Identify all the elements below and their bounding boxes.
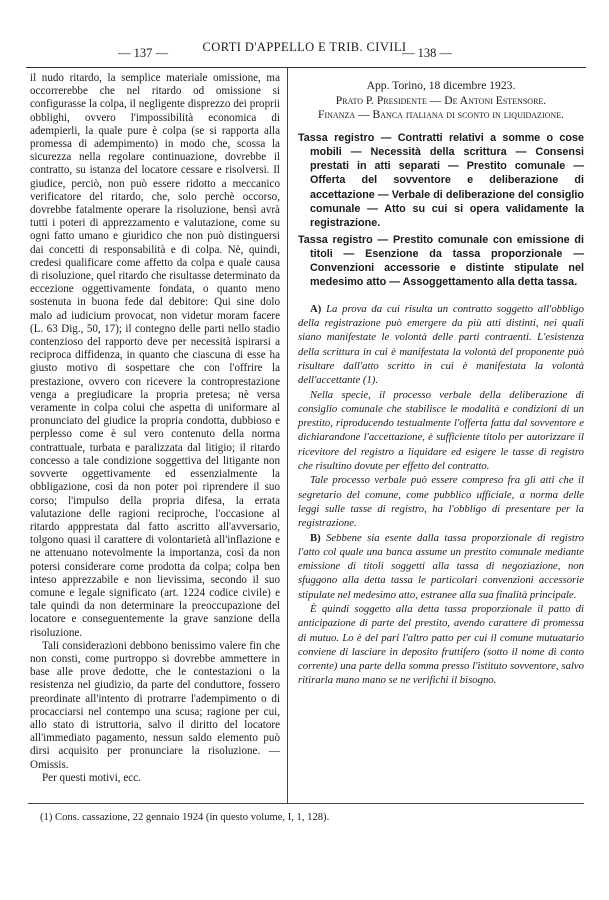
maxim-a-paragraph-2: Nella specie, il processo verbale della deliberazione di consiglio comunale che stabilisce le modalità e condizioni di un prestito, riproducendo testualmente l'offerta fatta dal sovventore e dichiarandone l'accettazione, è sufficiente titolo per autorizzare il ricevitore del registro a liquidare ed esigere le tasse di registro che risultino dovute per effetto del contratto. <box>298 388 584 473</box>
footnote: (1) Cons. cassazione, 22 gennaio 1924 (in questo volume, I, 1, 128). <box>40 812 330 823</box>
maxims <box>298 302 584 688</box>
maxim-b <box>298 531 584 602</box>
left-page-number: — 137 — <box>118 46 168 60</box>
left-paragraph-3: Per questi motivi, ecc. <box>42 771 141 784</box>
maxim-a-text: La prova da cui risulta un contratto soggetto all'obbligo della registrazione può emergere da più atti distinti, nei quali siano manifestate le volontà delle parti contraenti. L'esistenza della scrittura in cui è manifestata la volontà del proponente può risultare dall'atto scritto in cui è manifestata la volontà dell'accettante (1). <box>298 302 584 387</box>
column-divider <box>287 68 288 803</box>
summary-heading-2: Tassa registro — Prestito comunale con emissione di titoli — Esenzione da tassa proporzionale — Convenzioni accessorie e distinte stipulate nel medesimo atto — Assoggettamento alla detta tassa. <box>298 233 584 289</box>
parties-line: Finanza — Banca italiana di sconto in liquidazione. <box>318 108 564 121</box>
court-line: App. Torino, 18 dicembre 1923. <box>366 79 516 92</box>
case-heading <box>298 79 584 123</box>
maxim-a <box>298 302 584 388</box>
summary-heading-1: Tassa registro — Contratti relativi a somme o cose mobili — Necessità della scrittura — Consensi prestati in atti separati — Prestito comunale — Offerta del sovventore e deliberazione di accettazione — Verbale di deliberazione del consiglio comunale — Atto su cui si opera validamente la registrazione. <box>298 131 584 230</box>
left-paragraph-2: Tali considerazioni debbono benissimo valere fin che non consti, come purtroppo si dovrebbe ammettere in base alle prove dedotte, che le contestazioni o la resistenza nel giudizio, da parte del conduttore, fossero preordinate all'intento di protrarre l'adempimento o di procacciarsi nel contempo una scusa; ragione per cui, allo stato di istruttoria, salvo il diritto del locatore all'immediato pagamento, nessun saldo elemento può dirsi acquisito per pronunciare la risoluzione. — Omissis. <box>30 639 280 771</box>
right-page-number: — 138 — <box>402 46 452 60</box>
running-header <box>0 40 609 60</box>
left-column <box>30 72 280 785</box>
right-column <box>298 72 584 688</box>
running-title: CORTI D'APPELLO E TRIB. CIVILI <box>202 40 407 54</box>
header-rule <box>26 67 586 68</box>
maxim-b-paragraph-2: È quindi soggetto alla detta tassa proporzionale il patto di anticipazione di parte del prestito, avendo carattere di promessa di mutuo. Lo è del pari l'altro patto per cui il comune mutuatario conviene di lasciare in deposito fruttifero (sotto il nome di conto corrente) una parte della somma presso l'istituto sovventore, salvo ritirarla mano mano se ne verifichi il bisogno. <box>298 603 584 687</box>
maxim-a-label: A) <box>310 302 322 315</box>
left-paragraph-1: il nudo ritardo, la semplice materiale omissione, ma occorrerebbe che nel ritardo od omissione si configurasse la colpa, il negligente disprezzo dei proprii obblighi, ovvero l'impossibilità economica di adempierli, la quale pure è colpa (se si rapporta alla promessa di adempimento) in modo che, scossa la sicurezza nella regolare continuazione, dovrebbe il contratto, su istanza del locatore cessare e risolversi. Il giudice, perciò, non può essere ridotto a meccanico verificatore del ritardo, che, solo perchè occorso, dovrebbe fatalmente operare la risoluzione, bensì avrà tutti i poteri di apprezzamento e valutazione, come su ogni fatto umano e giuridico che non può distinguersi dai concetti di responsabilità e di colpa. Nè, quindi, credesi qualificare come affetto da colpa e quale causa di risoluzione, quel ritardo che risultasse determinato da eccezione oggettivamente fondata, o quanto meno sostenuta in buona fede dal debitore: Qui sine dolo malo ad iudicium provocat, non videtur moram facere (L. 63 Dig., 50, 17); il contegno delle parti nello stadio contenzioso del rapporto deve per necessità ispirarsi a reciproca diffidenza, in quanto che ciascuna di esse ha giusto motivo di sospettare che con l'offrire la prestazione, ovvero con ricevere la controprestazione venga a pregiudicare la propria pretesa; nè versa veramente in colpa colui che aspetta di uniformare al pronunciato del giudice la propria condotta, dubbioso e perplesso come è sul vero contenuto della norma contrattuale, turbata e paralizzata dal litigio; il ritardo concesso a tale condizione soggettiva del litigante non sovverte oggettivamente ed essenzialmente la obbligazione, così da non poter poi riprendere il suo corso; l'impulso della propria difesa, la errata valutazione delle ragioni reciproche, l'occasione al ritardo appprestata dal fatto ascritto all'avversario, tolgono quasi il carattere di volontarietà all'inflazione e ne attenuano notevolmente la importanza, così da non potersi considerare come prodotta da colpa; colpa ben inteso apprezzabile e non lievissima, secondo il suo comune e legale significato (art. 1224 codice civile) e tale quindi da non determinare la preoccupazione del locatore e conseguentemente la grave sanzione della risoluzione. <box>30 72 280 639</box>
footnote-rule <box>28 803 584 804</box>
maxim-b-label: B) <box>310 531 321 544</box>
maxim-a-paragraph-3: Tale processo verbale può essere compreso fra gli atti che il segretario del comune, come pubblico ufficiale, a norma delle leggi sulle tasse di registro, ha l'obbligo di presentare per la registrazione. <box>298 474 584 530</box>
judges-line: Prato P. Presidente — De Antoni Estensore. <box>335 93 547 107</box>
maxim-b-text: Sebbene sia esente dalla tassa proporzionale di registro l'atto col quale una banca assume un prestito comunale mediante emissione di titoli soggetti alla tassa di negoziazione, non sfuggono alla detta tassa le particolari convenzioni accessorie stipulate nel medesimo atto, estranee alla sua finalità principale. <box>298 531 585 601</box>
